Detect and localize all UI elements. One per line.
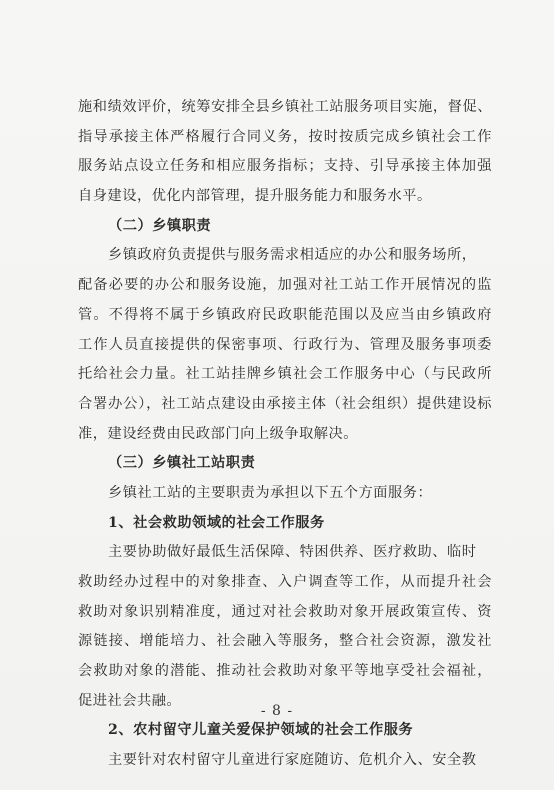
body-line: 乡镇社工站的主要职责为承担以下五个方面服务： — [108, 484, 433, 501]
body-line: 管。不得将不属于乡镇政府民政职能范围以及应当由乡镇政府 — [78, 306, 492, 323]
body-line: 会救助对象的潜能、推动社会救助对象平等地享受社会福祉， — [78, 663, 492, 680]
subsection-heading: 1、社会救助领域的社会工作服务 — [108, 514, 325, 531]
body-line: 准，建设经费由民政部门向上级争取解决。 — [78, 425, 359, 442]
section-heading: （三）乡镇社工站职责 — [108, 455, 256, 472]
document-body — [78, 93, 492, 776]
body-line: 主要针对农村留守儿童进行家庭随访、危机介入、安全教 — [108, 752, 477, 769]
body-line: 源链接、增能培力、社会融入等服务，整合社会资源，激发社 — [78, 633, 492, 650]
body-line: 托给社会力量。社工站挂牌乡镇社会工作服务中心（与民政所 — [78, 366, 492, 383]
body-line: 自身建设，优化内部管理，提升服务能力和服务水平。 — [78, 188, 432, 205]
body-line: 配备必要的办公和服务设施，加强对社工站工作开展情况的监 — [78, 277, 492, 294]
body-line: 救助经办过程中的对象排查、入户调查等工作，从而提升社会 — [78, 574, 492, 590]
body-line: 服务站点设立任务和相应服务指标；支持、引导承接主体加强 — [78, 158, 492, 175]
subsection-heading: 2、农村留守儿童关爱保护领域的社会工作服务 — [108, 722, 414, 739]
page-number: - 8 - — [260, 703, 294, 719]
body-line: 主要协助做好最低生活保障、特困供养、医疗救助、临时 — [108, 544, 477, 561]
body-line: 救助对象识别精准度，通过对社会救助对象开展政策宣传、资 — [78, 603, 492, 620]
body-line: 合署办公），社工站点建设由承接主体（社会组织）提供建设标 — [78, 395, 492, 412]
body-line: 施和绩效评价，统筹安排全县乡镇社工站服务项目实施，督促、 — [78, 99, 492, 115]
body-line: 乡镇政府负责提供与服务需求相适应的办公和服务场所， — [108, 247, 477, 264]
section-heading: （二）乡镇职责 — [108, 217, 212, 234]
body-line: 促进社会共融。 — [78, 692, 182, 709]
body-line: 指导承接主体严格履行合同义务，按时按质完成乡镇社会工作 — [78, 128, 492, 145]
body-line: 工作人员直接提供的保密事项、行政行为、管理及服务事项委 — [78, 336, 492, 353]
